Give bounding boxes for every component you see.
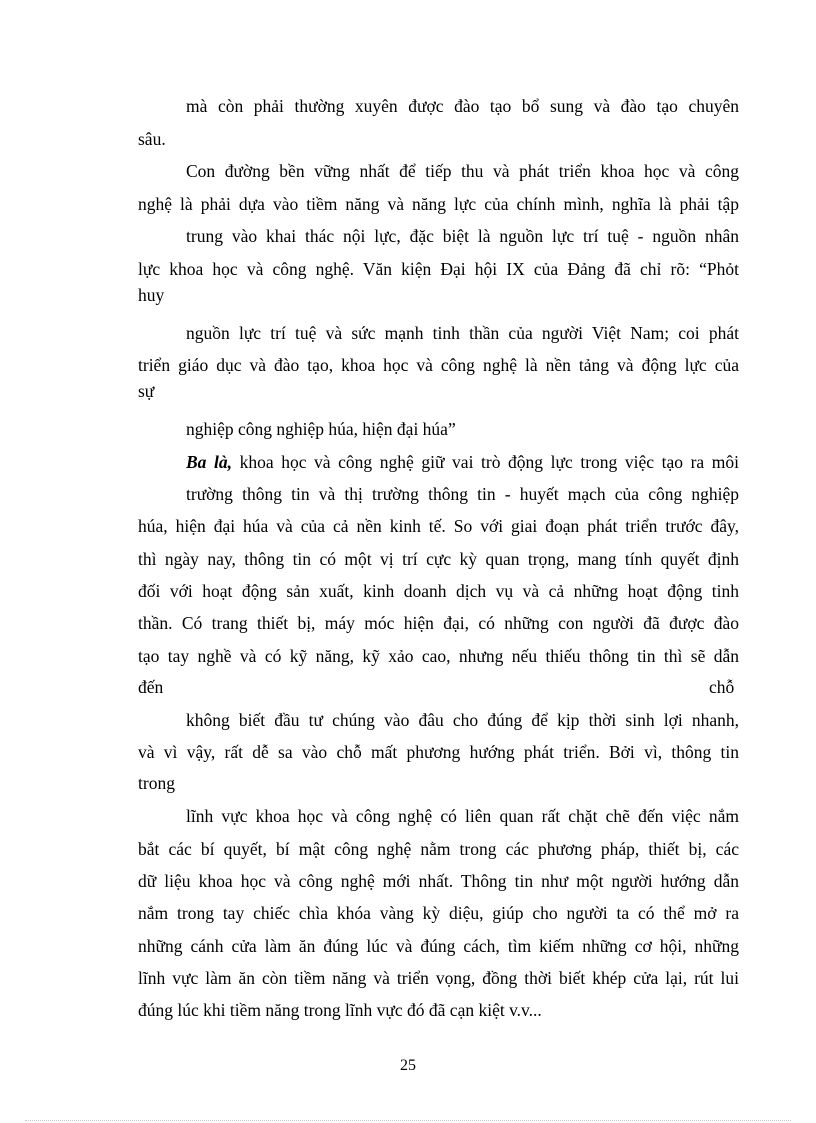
page-number: 25: [400, 1057, 416, 1074]
text-line: trường thông tin và thị trường thông tin - huyết mạch của công nghiệp: [186, 484, 739, 504]
text-line: thần. Có trang thiết bị, máy móc hiện đại, có những con người đã được đào: [138, 613, 739, 633]
page-bottom-divider: [25, 1120, 791, 1121]
text-line: đúng lúc khi tiềm năng trong lĩnh vực đó đã cạn kiệt v.v...: [138, 1000, 542, 1020]
text-line: triển giáo dục và đào tạo, khoa học và công nghệ là nền tảng và động lực của: [138, 355, 739, 375]
text-line: và vì vậy, rất dễ sa vào chỗ mất phương hướng phát triển. Bởi vì, thông tin: [138, 742, 739, 762]
text-line: sự: [138, 381, 155, 401]
text-line: chỗ: [709, 677, 735, 697]
text-line: huy: [138, 285, 165, 305]
text-line: nắm trong tay chiếc chìa khóa vàng kỳ diệu, giúp cho người ta có thể mở ra: [138, 903, 739, 923]
text-line: trong: [138, 773, 175, 793]
text-line: dữ liệu khoa học và công nghệ mới nhất. Thông tin như một người hướng dẫn: [138, 871, 739, 891]
paragraph-lead-line: [186, 449, 739, 475]
text-line: nghệ là phải dựa vào tiềm năng và năng lực của chính mình, nghĩa là phải tập: [138, 194, 739, 214]
text-line: Con đường bền vững nhất để tiếp thu và phát triển khoa học và công: [186, 161, 739, 181]
text-line: trung vào khai thác nội lực, đặc biệt là nguồn lực trí tuệ - nguồn nhân: [186, 226, 739, 246]
text-line: lĩnh vực làm ăn còn tiềm năng và triển vọng, đồng thời biết khép cửa lại, rút lui: [138, 968, 739, 988]
text-line: tạo tay nghề và có kỹ năng, kỹ xảo cao, nhưng nếu thiếu thông tin thì sẽ dẫn: [138, 646, 739, 666]
lead-label: Ba là,: [186, 452, 232, 472]
text-line: mà còn phải thường xuyên được đào tạo bổ sung và đào tạo chuyên: [186, 96, 739, 116]
text-line: đến: [138, 677, 164, 697]
text-line: không biết đầu tư chúng vào đâu cho đúng để kịp thời sinh lợi nhanh,: [186, 710, 739, 730]
text-line: những cánh cửa làm ăn đúng lúc và đúng cách, tìm kiếm những cơ hội, những: [138, 936, 739, 956]
text-line: lĩnh vực khoa học và công nghệ có liên quan rất chặt chẽ đến việc nắm: [186, 806, 739, 826]
text-line: sâu.: [138, 129, 166, 149]
text-line: húa, hiện đại húa và của cả nền kinh tế. So với giai đoạn phát triển trước đây,: [138, 516, 739, 536]
text-line: bắt các bí quyết, bí mật công nghệ nằm trong các phương pháp, thiết bị, các: [138, 839, 739, 859]
text-line: nghiệp công nghiệp húa, hiện đại húa”: [186, 419, 456, 439]
text-line: đối với hoạt động sản xuất, kinh doanh dịch vụ và cả những hoạt động tinh: [138, 581, 739, 601]
lead-line-text: khoa học và công nghệ giữ vai trò động lực trong việc tạo ra môi: [239, 452, 739, 472]
text-line: thì ngày nay, thông tin có một vị trí cực kỳ quan trọng, mang tính quyết định: [138, 549, 739, 569]
text-line: lực khoa học và công nghệ. Văn kiện Đại hội IX của Đảng đã chỉ rõ: “Phỏt: [138, 259, 739, 279]
text-line: nguồn lực trí tuệ và sức mạnh tinh thần của người Việt Nam; coi phát: [186, 323, 739, 343]
